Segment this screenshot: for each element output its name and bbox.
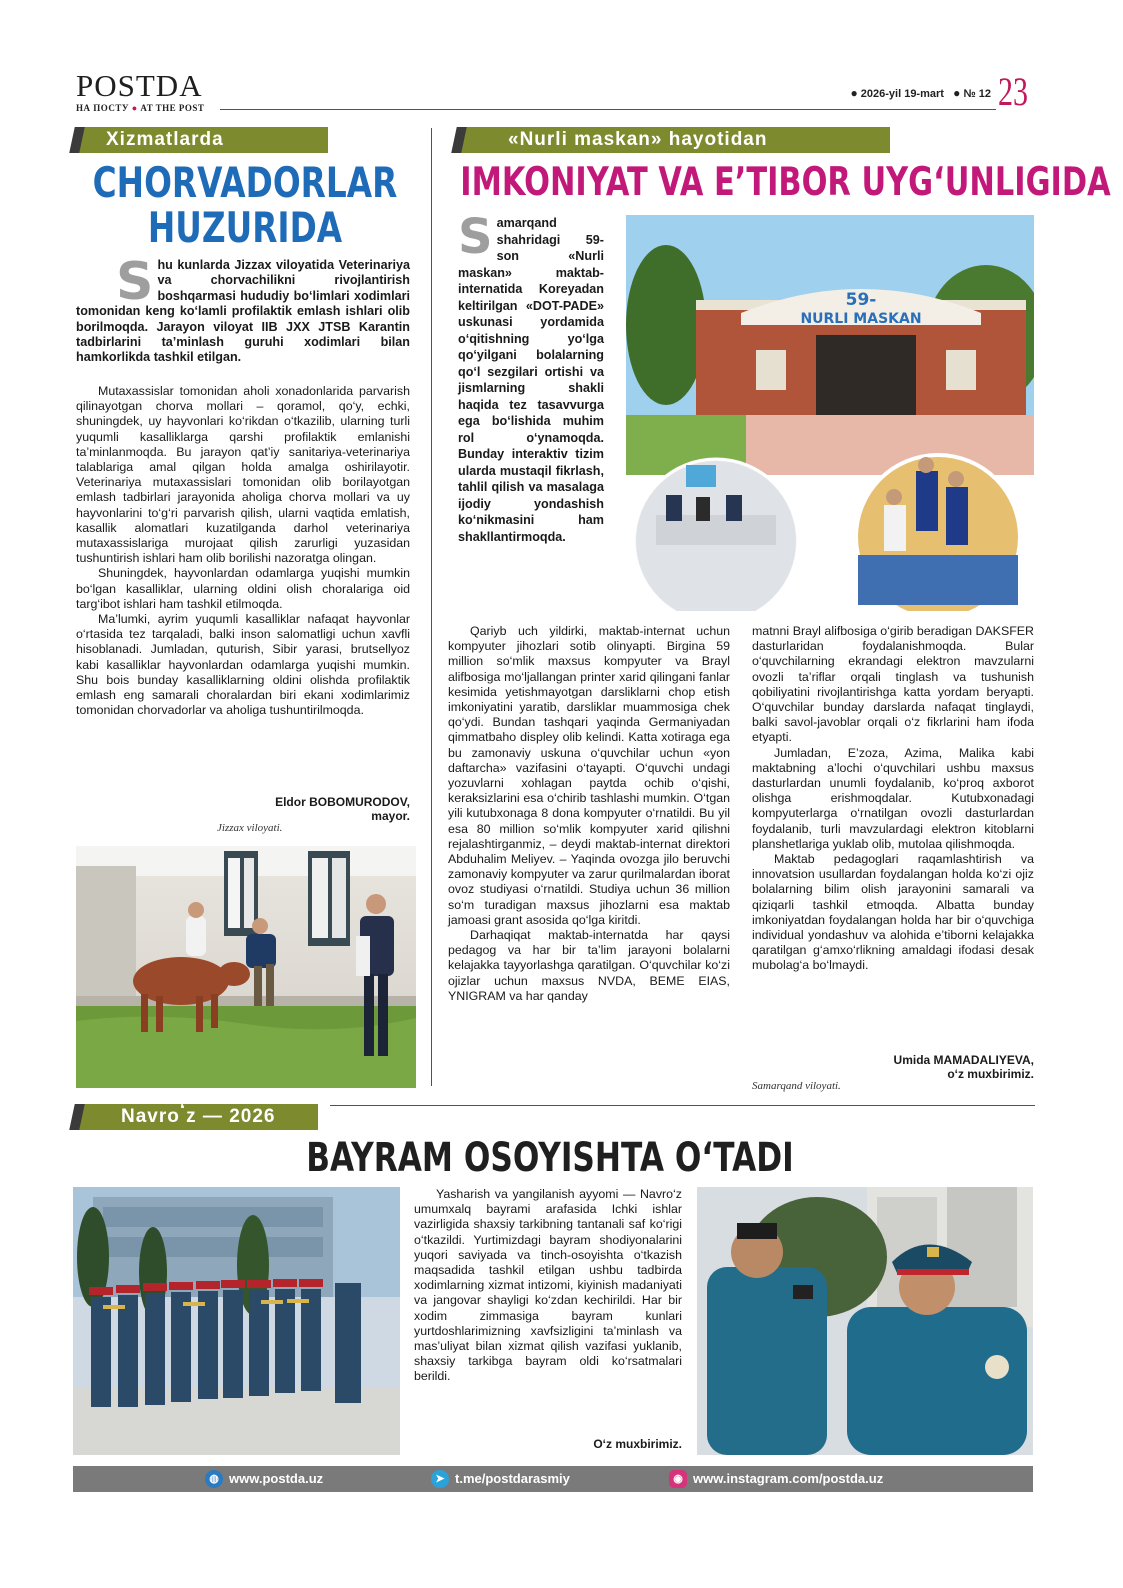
article3-headline: BAYRAM OSOYISHTA O‘TADI	[306, 1135, 794, 1181]
section-divider	[330, 1105, 1035, 1106]
masthead-rule	[220, 109, 996, 110]
issue-info: ● 2026-yil 19-mart ● № 12	[850, 86, 991, 100]
officers-photo	[697, 1187, 1033, 1455]
article3-body: Yasharish va yangilanish ayyomi — Navro‘z umumxalq bayrami arafasida Ichki ishlar vazirligida shaxsiy tarkibning tantanali saf ko‘rigi o‘tkazildi. Yurtimizdagi bayram shodiyonalarini yuqori saviyada va tinch-osoyishta o‘tkazish maqsadida tashkil etilgan ushbu tadbirda xodimlarning xizmat intizomi, kiyinish madaniyati va jangovar shayligi ko‘zdan kechirildi. Har bir xodim zimmasiga bayram kunlari yurtdoshlarimizning xavfsizligini ta’minlash va mas’uliyat bilan xizmat qilish vazifasi yuklanib, shaxsiy tarkibga bayram oldi ko‘rsatmalari berildi.	[414, 1187, 682, 1384]
school-gate-photo	[626, 215, 1034, 611]
masthead-subtitle	[76, 103, 204, 113]
rubric-xizmatlarda: Xizmatlarda	[76, 127, 328, 153]
page-number: 23	[998, 69, 1028, 114]
issue-date: 2026-yil 19-mart	[860, 88, 944, 100]
article2-lead: S amarqand shahridagi 59-son «Nurli maskan» maktab-internatida Koreyadan keltirilgan «DOT-PADE» uskunasi yordamida o‘qitishning yo‘lga qo‘yilgani bolalarning qo‘l sezgilari ortishi va jismlarning shakli haqida tez tasavvurga ega bo‘lishida muhim rol o‘ynamoqda. Bunday interaktiv tizim ularda mustaqil fikrlash, tahlil qilish va masalaga ijodiy yondashish ko‘nikmasini ham shakllantirmoqda.	[458, 209, 604, 544]
instagram-icon: ◉	[669, 1470, 687, 1488]
article2-dropcap: S	[458, 209, 493, 265]
school-sign-name: NURLI MASKAN	[800, 311, 922, 327]
school-sign-number: 59-	[845, 290, 877, 310]
article2-col1: Qariyb uch yildirki, maktab-internat uchun kompyuter jihozlari sotib olinyapti. Birgina 59 million so‘mlik maxsus kompyuter va Brayl alifbosiga mo‘ljallangan printer xarid qilingani fanlar kesimida yetishmayotgan darsliklarni chop etish imkoniyatini yaratib, darsliklar muammosiga chek qo‘ydi. Bundan tashqari yaqinda Germaniyadan qimmatbaho displey olib kelindi. Katta xotiraga ega bu zamonaviy uskuna o‘quvchilar uchun «yon daftarcha» vazifasini o‘tayapti. O‘quvchi undagi yozuvlarni xohlagan paytda ochib o‘qishi, keraksizlarini esa o‘chirib tashlashi mumkin. O‘tgan yili kutubxonaga 8 dona kompyuter o‘rnatildi. Bu yil esa 80 million so‘mlik kompyuter xarid qilishni rejalashtirganmiz, – deydi maktab-internat direktori Abduhalim Meliyev. – Yaqinda ovozga jilo beruvchi zamonaviy kompyuter va zarur qurilmalardan iborat ovoz studiyasi o‘rnatildi. Studiya uchun 36 million so‘m turadigan maxsus jihozlarni esa maktab jamoasi grant asosida qo‘lga kiritdi. Darhaqiqat maktab-internatda har qaysi pedagog va har bir ta’lim jarayoni bolalarni kelajakka tayyorlashga qaratilgan. O‘quvchilar ko‘zi ojizlar uchun maxsus NVDA, BEME EIAS, YNIGRAM va har qanday	[448, 624, 730, 1003]
footer-instagram-link[interactable]: ◉ www.instagram.com/postda.uz	[669, 1466, 883, 1492]
article2-place: Samarqand viloyati.	[752, 1080, 841, 1092]
rubric-navroz: Navro‘z — 2026	[76, 1104, 318, 1130]
cow-vaccination-photo	[76, 846, 416, 1088]
rubric-nurli-maskan: «Nurli maskan» hayotidan	[458, 127, 890, 153]
article3-signature: O‘z muxbirimiz.	[593, 1437, 682, 1451]
masthead-subtitle-en: AT THE POST	[140, 103, 205, 113]
article1-body: Mutaxassislar tomonidan aholi xonadonlarida parvarish qilinayotgan chorva mollari – qoramol, qo‘y, echki, shuningdek, uy hayvonlari ko‘rikdan o‘tkazilib, ularning turli yuqumli kasalliklarga qarshi profilaktik emlanishi ta’minlanmoqda. Bu jarayon qat’iy sanitariya-veterinariya talablariga amal qilgan holda amalga oshirilayotir. Veterinariya mutaxassislari tomonidan olib borilayotgan emlash tadbirlari jarayonida aholiga chorva mollari va uy hayvonlarini to‘g‘ri parvarish qilish, ularni vaqtida emlatish, kasallik alomatlari kuzatilganda darhol veterinariya mutaxassislariga murojaat qilish zarurligi yuzasidan tushuntirish ishlari ham olib borilishi nazoratga olingan. Shuningdek, hayvonlardan odamlarga yuqishi mumkin bo‘lgan kasalliklar, ularning oldini olish choralariga oid targ‘ibot ishlari ham tashkil etilmoqda. Ma’lumki, ayrim yuqumli kasalliklar nafaqat hayvonlar o‘rtasida tez tarqaladi, balki inson salomatligi uchun xavfli hisoblanadi. Jumladan, quturish, Sibir yarasi, brutsellyoz kabi kasalliklar hayvonlardan odamlarga yuqishi mumkin. Shu bois bunday kasalliklarning oldini olishda profilaktik emlash eng samarali choralardan biri ekani xodimlarimiz tomonidan chorvadorlar va aholiga tushuntirilmoqda.	[76, 384, 410, 718]
column-divider	[431, 128, 432, 1086]
footer-website-link[interactable]: ◍ www.postda.uz	[205, 1466, 323, 1492]
article1-lead: S hu kunlarda Jizzax viloyatida Veterinariya va chorvachilikni rivojlantirish boshqarmasi hududiy bo‘limlari xodimlari tomonidan keng ko‘lamli profilaktik emlash ishlari olib borilmoqda. Jarayon viloyat IIB JXX JTSB Karantin tadbirlarini ta’minlash guruhi xodimlari bilan hamkorlikda tashkil etilgan.	[76, 252, 410, 365]
article2-headline: IMKONIYAT VA E’TIBOR UYG‘UNLIGIDA	[460, 160, 1111, 205]
article1-place: Jizzax viloyati.	[217, 822, 283, 834]
masthead-subtitle-ru: НА ПОСТУ	[76, 103, 129, 113]
article1-headline: CHORVADORLAR HUZURIDA	[92, 158, 398, 252]
issue-number: № 12	[963, 88, 991, 100]
globe-icon: ◍	[205, 1470, 223, 1488]
article1-dropcap: S	[116, 252, 154, 312]
article2-col2: matnni Brayl alifbosiga o‘girib beradigan DAKSFER dasturlaridan foydalanishmoqda. Bular o‘quvchilarning ekrandagi elektron mavzularni ovozli ta’riflar orqali tinglash va tushunish qobiliyatini rivojlantirishga katta yordam beryapti. O‘quvchilar bunday darslarda nafaqat tinglaydi, balki savol-javoblar orqali o‘z fikrlarini ham ifoda etyapti. Jumladan, E’zoza, Azima, Malika kabi maktabning a’lochi o‘quvchilari ushbu maxsus dasturlardan unumli foydalanib, ko‘proq axborot olishga erishmoqdalar. Kutubxonadagi kompyuterlarga o‘rnatilgan ovozli dasturlardan foydalanib, turli mavzulardagi elektron kitoblarni planshetlariga yuklab olib, mutolaa qilishmoqda. Maktab pedagoglari raqamlashtirish va innovatsion usullardan foydalangan holda ko‘zi ojiz bolalarning bilim olish jarayonini samarali va qiziqarli tashkil etmoqda. Albatta bunday imkoniyatdan foydalangan holda har bir o‘quvchiga individual yondashuv va alohida e’tiborni kelajakka qaratilgan g‘amxo‘rlikning amaldagi ifodasi desak mubolag‘a bo‘lmaydi.	[752, 624, 1034, 973]
masthead-separator: ●	[131, 103, 138, 113]
telegram-icon: ➤	[431, 1470, 449, 1488]
footer-telegram-link[interactable]: ➤ t.me/postdarasmiy	[431, 1466, 570, 1492]
article2-signature: Umida MAMADALIYEVA, o‘z muxbirimiz.	[893, 1053, 1034, 1081]
article1-signature: Eldor BOBOMURODOV, mayor.	[275, 795, 410, 823]
masthead-title: POSTDA	[76, 68, 203, 103]
brass-band-photo	[73, 1187, 400, 1455]
footer-bar	[73, 1466, 1033, 1492]
